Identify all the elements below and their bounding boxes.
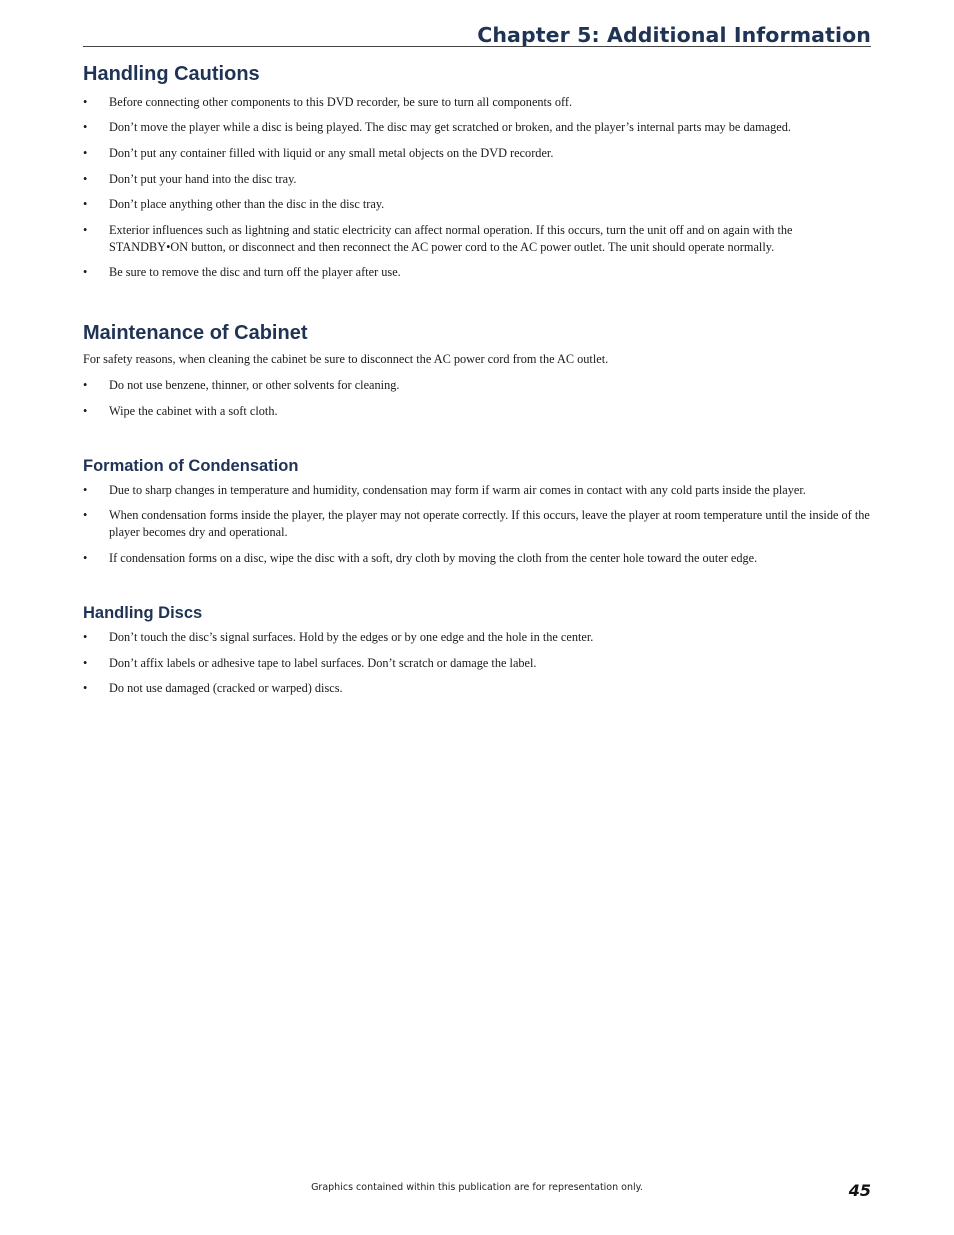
list-item-text: If condensation forms on a disc, wipe the disc with a soft, dry cloth by moving the cloth from the center hole toward the outer edge. [109, 551, 758, 565]
list-item-text: Don’t place anything other than the disc in the disc tray. [109, 197, 385, 211]
section-title-handling-cautions: Handling Cautions [83, 63, 260, 85]
header-rule [83, 46, 871, 47]
bullet-icon: • [83, 483, 88, 497]
page-number: 45 [848, 1181, 871, 1200]
list-item-text: Don’t affix labels or adhesive tape to label surfaces. Don’t scratch or damage the label. [109, 656, 537, 670]
bullet-icon: • [83, 656, 88, 670]
bullet-icon: • [83, 630, 88, 644]
bullet-icon: • [83, 681, 88, 695]
bullet-icon: • [83, 223, 88, 237]
bullet-icon: • [83, 120, 88, 134]
list-item-text: Be sure to remove the disc and turn off the player after use. [109, 265, 401, 279]
bullet-icon: • [83, 551, 88, 565]
bullet-icon: • [83, 146, 88, 160]
list-item-text: Exterior influences such as lightning and static electricity can affect normal operation. If this occurs, turn the unit off and on again with the STANDBY•ON button, or disconnect and then reconnect the AC power cord to the AC power outlet. The unit should operate normally. [109, 223, 793, 254]
bullet-icon: • [83, 197, 88, 211]
bullet-icon: • [83, 508, 88, 522]
footer-note: Graphics contained within this publication are for representation only. [311, 1182, 643, 1193]
subsection-title-handling-discs: Handling Discs [83, 604, 203, 622]
list-item-text: Don’t move the player while a disc is being played. The disc may get scratched or broken, and the player’s internal parts may be damaged. [109, 120, 791, 134]
list-item-text: Wipe the cabinet with a soft cloth. [109, 404, 278, 418]
list-item-text: When condensation forms inside the player, the player may not operate correctly. If this occurs, leave the player at room temperature until the inside of the player becomes dry and operational. [109, 508, 870, 539]
bullet-icon: • [83, 172, 88, 186]
bullet-icon: • [83, 404, 88, 418]
bullet-icon: • [83, 265, 88, 279]
list-item-text: Don’t touch the disc’s signal surfaces. Hold by the edges or by one edge and the hole in the center. [109, 630, 594, 644]
bullet-icon: • [83, 378, 88, 392]
list-item-text: Don’t put any container filled with liquid or any small metal objects on the DVD recorder. [109, 146, 554, 160]
list-item-text: Don’t put your hand into the disc tray. [109, 172, 297, 186]
bullet-icon: • [83, 95, 88, 109]
section-intro: For safety reasons, when cleaning the cabinet be sure to disconnect the AC power cord from the AC outlet. [83, 352, 609, 366]
section-title-maintenance: Maintenance of Cabinet [83, 322, 308, 344]
list-item-text: Do not use damaged (cracked or warped) discs. [109, 681, 343, 695]
subsection-title-condensation: Formation of Condensation [83, 457, 299, 475]
list-item-text: Due to sharp changes in temperature and humidity, condensation may form if warm air comes in contact with any cold parts inside the player. [109, 483, 806, 497]
list-item-text: Do not use benzene, thinner, or other solvents for cleaning. [109, 378, 400, 392]
list-item-text: Before connecting other components to this DVD recorder, be sure to turn all components off. [109, 95, 573, 109]
chapter-title: Chapter 5: Additional Information [477, 23, 871, 47]
